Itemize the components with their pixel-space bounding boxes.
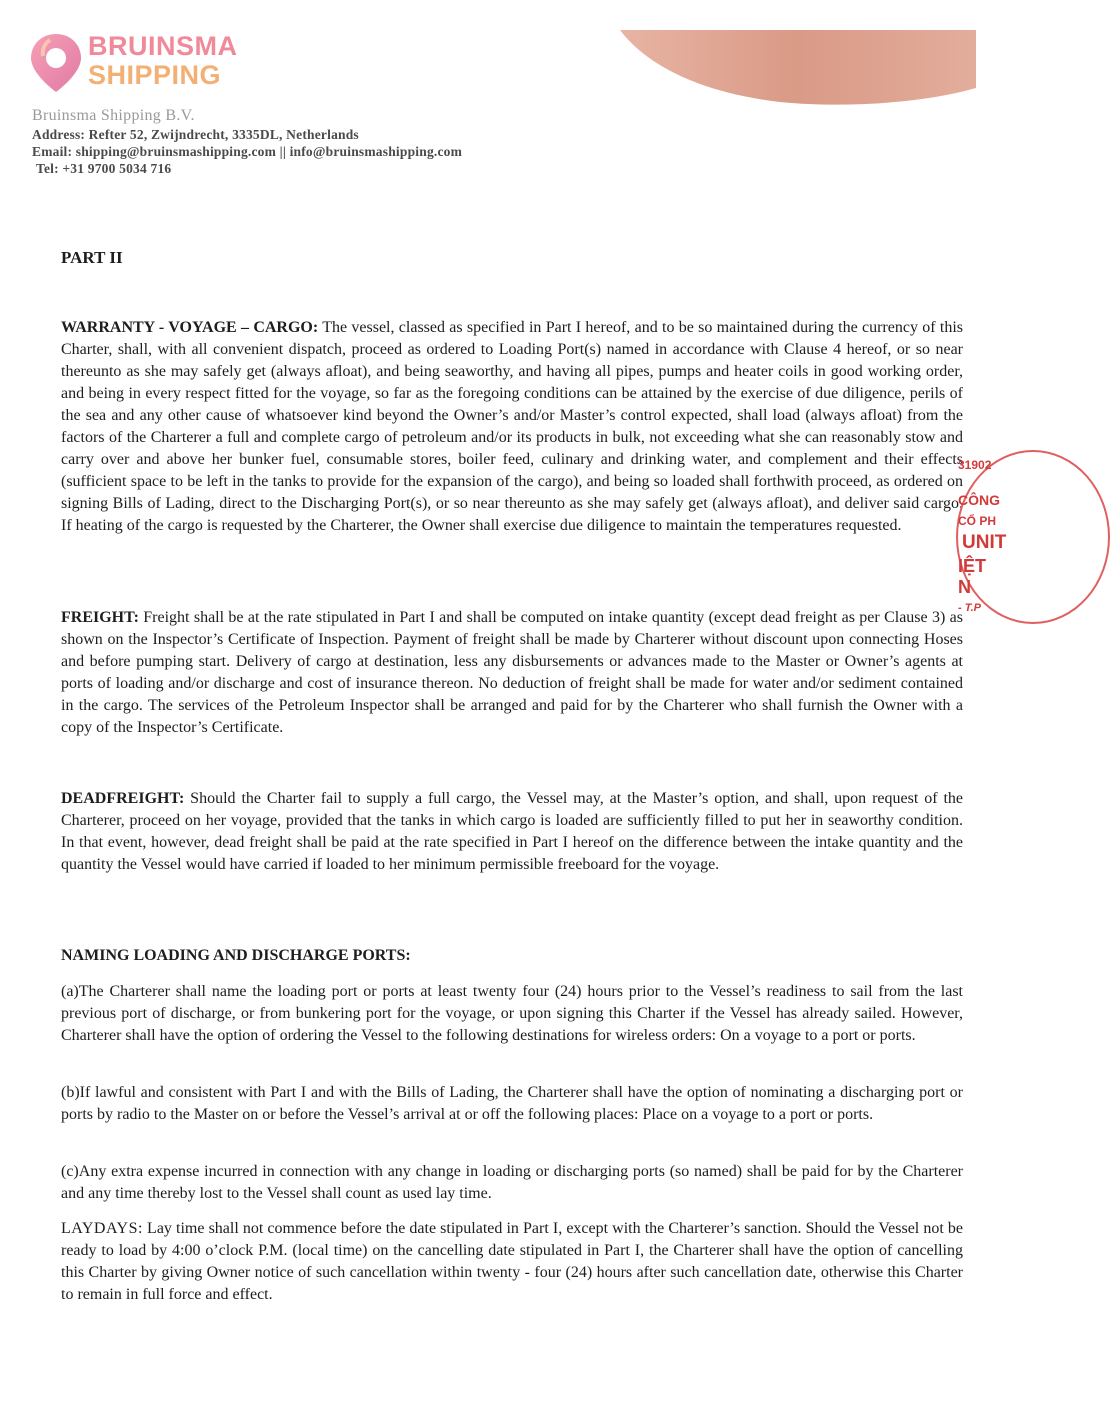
stamp-text-5: IỆT N xyxy=(958,556,987,597)
company-name: Bruinsma Shipping B.V. xyxy=(32,107,195,124)
warranty-body: The vessel, classed as specified in Part I hereof, and to be so maintained during the currency of this Charter, shall, with all convenient dispatch, proceed as ordered to Loading Port(s) named in accordance with Clause 4 hereof, or so near thereunto as she may safely get (always afloat), and being seaworthy, and having all pipes, pumps and heater coils in good working order, and being in every respect fitted for the voyage, so far as the foregoing conditions can be attained by the exercise of due diligence, perils of the sea and any other cause of whatsoever kind beyond the Owner’s and/or Master’s control expected, shall load (always afloat) from the factors of the Charterer a full and complete cargo of petroleum and/or its products in bulk, not exceeding what she can reasonably stow and carry over and above her bunker fuel, consumable stores, boiler feed, culinary and drinking water, and complement and their effects (sufficient space to be left in the tanks to provide for the expansion of the cargo), and being so loaded shall forthwith proceed, as ordered on signing Bills of Lading, direct to the Discharging Port(s), or so near thereunto as she may safely get (always afloat), and deliver said cargo. If heating of the cargo is requested by the Charterer, the Owner shall exercise due diligence to maintain the temperatures requested. xyxy=(61,319,963,534)
laydays-body: Lay time shall not commence before the date stipulated in Part I, except with the Charterer’s sanction. Should the Vessel not be ready to load by 4:00 o’clock P.M. (local time) on the cancelling date stipulated in Part I, the Charterer shall have the option of cancelling this Charter by giving Owner notice of such cancellation within twenty - four (24) hours after such cancellation date, otherwise this Charter to remain in full force and effect. xyxy=(61,1220,963,1303)
deadfreight-body: Should the Charter fail to supply a full cargo, the Vessel may, at the Master’s option, and shall, upon request of the Charterer, proceed on her voyage, provided that the tanks in which cargo is loaded are sufficiently filled to put her in seaworthy condition. In that event, however, dead freight shall be paid at the rate specified in Part I hereof on the difference between the intake quantity and the quantity the Vessel would have carried if loaded to her minimum permissible freeboard for the voyage. xyxy=(61,790,963,873)
company-stamp xyxy=(952,446,1007,626)
laydays-label: LAYDAYS: xyxy=(61,1220,143,1237)
company-logo xyxy=(26,30,256,100)
location-pin-icon xyxy=(26,30,86,96)
freight-heading: FREIGHT: xyxy=(61,609,139,626)
logo-line-1: BRUINSMA xyxy=(88,31,238,61)
laydays-clause xyxy=(61,1218,963,1306)
deadfreight-heading: DEADFREIGHT: xyxy=(61,790,185,807)
warranty-heading: WARRANTY - VOYAGE – CARGO: xyxy=(61,319,319,336)
freight-clause xyxy=(61,607,963,739)
part-title: PART II xyxy=(61,248,123,267)
company-phone: Tel: +31 9700 5034 716 xyxy=(36,161,172,176)
stamp-text-2: CÔNG xyxy=(958,492,1000,508)
naming-clause-b: (b)If lawful and consistent with Part I and with the Bills of Lading, the Charterer shall have the option of nominating a discharging port or ports by radio to the Master on or before the Vessel’s arrival at or off the following places: Place on a voyage to a port or ports. xyxy=(61,1084,963,1123)
naming-clause-c: (c)Any extra expense incurred in connection with any change in loading or discharging ports (so named) shall be paid for by the Charterer and any time thereby lost to the Vessel shall count as used lay time. xyxy=(61,1163,963,1202)
company-email: Email: shipping@bruinsmashipping.com || info@bruinsmashipping.com xyxy=(32,144,463,159)
stamp-text-1: 31902 xyxy=(958,458,992,472)
naming-ports-heading: NAMING LOADING AND DISCHARGE PORTS: xyxy=(61,947,411,964)
header-decoration xyxy=(620,30,976,108)
deadfreight-clause xyxy=(61,788,963,876)
stamp-text-3: CỔ PH xyxy=(958,514,997,528)
logo-line-2: SHIPPING xyxy=(88,60,222,90)
freight-body: Freight shall be at the rate stipulated in Part I and shall be computed on intake quantity (except dead freight as per Clause 3) as shown on the Inspector’s Certificate of Inspection. Payment of freight shall be made by Charterer without discount upon connecting Hoses and before pumping start. Delivery of cargo at destination, less any disbursements or advances made to the Master or Owner’s agents at ports of loading and/or discharge and cost of insurance thereon. No deduction of freight shall be made for water and/or sediment contained in the cargo. The services of the Petroleum Inspector shall be arranged and paid for by the Charterer who shall furnish the Owner with a copy of the Inspector’s Certificate. xyxy=(61,609,963,736)
warranty-clause xyxy=(61,317,963,537)
naming-clause-a: (a)The Charterer shall name the loading port or ports at least twenty four (24) hours prior to the Vessel’s readiness to sail from the last previous port of discharge, or from bunkering port for the voyage, or upon signing this Charter if the Vessel has already sailed. However, Charterer shall have the option of ordering the Vessel to the following destinations for wireless orders: On a voyage to a port or ports. xyxy=(61,983,963,1044)
stamp-text-4: UNIT xyxy=(962,532,1007,553)
logo-wordmark xyxy=(88,32,238,90)
company-address: Address: Refter 52, Zwijndrecht, 3335DL, Netherlands xyxy=(32,127,359,142)
stamp-text-6: - T.P xyxy=(958,602,982,614)
